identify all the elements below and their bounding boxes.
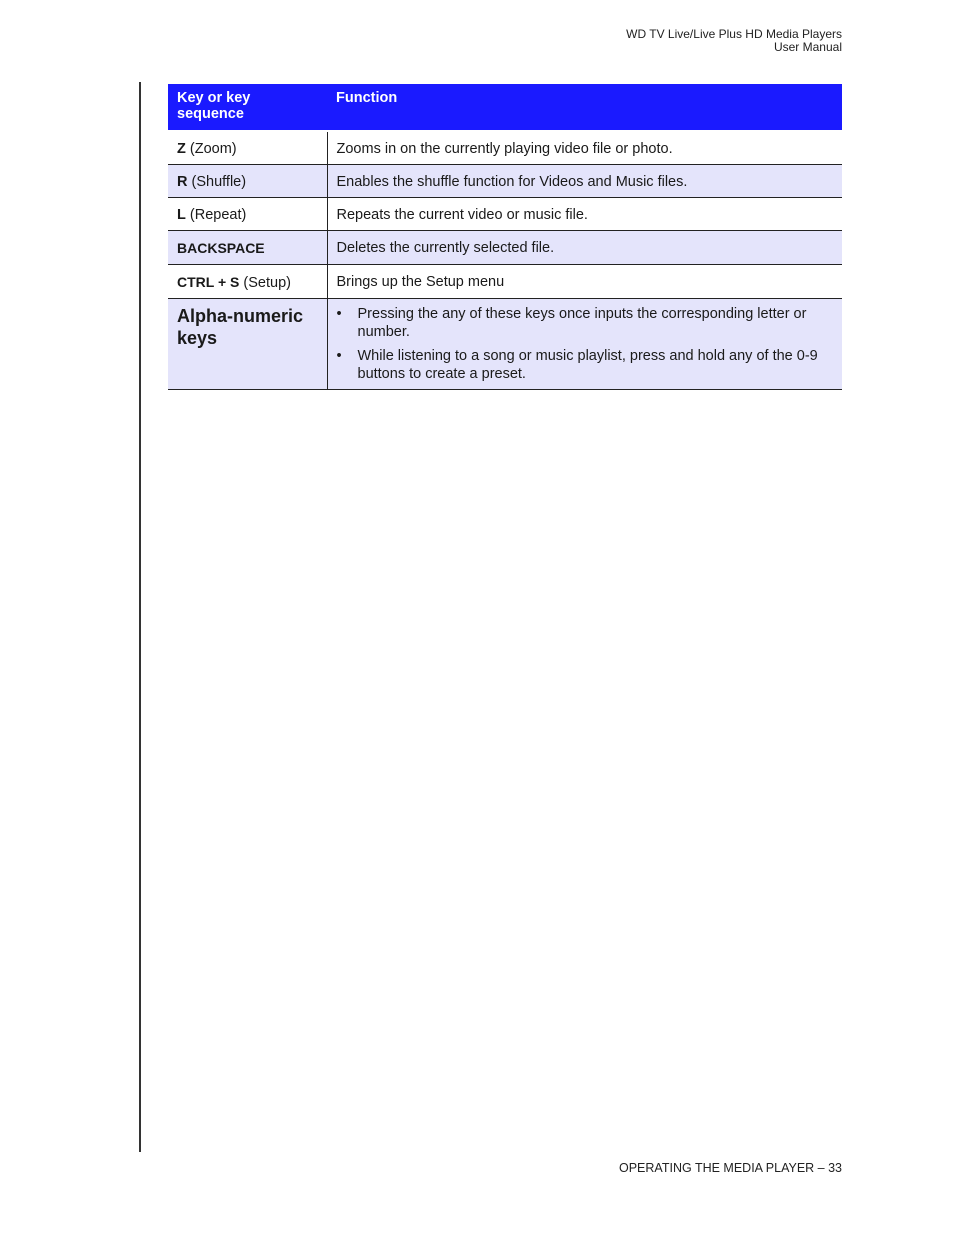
bullet-text: Pressing the any of these keys once inputs the corresponding letter or number. — [357, 306, 807, 340]
running-header — [626, 28, 842, 54]
page-footer — [619, 1161, 842, 1175]
key-name: BACKSPACE — [177, 240, 265, 256]
key-note: (Zoom) — [189, 141, 237, 157]
key-function-table — [168, 84, 842, 390]
function-bullet-list — [337, 305, 834, 383]
bullet-text: While listening to a song or music playlist, press and hold any of the 0-9 buttons to create a preset. — [357, 348, 818, 382]
key-cell — [168, 299, 327, 390]
key-cell — [168, 198, 327, 231]
key-cell — [168, 165, 327, 198]
function-cell: Repeats the current video or music file. — [327, 198, 842, 231]
key-name: L — [177, 207, 186, 223]
bullet-icon: • — [336, 348, 342, 364]
function-cell: Zooms in on the currently playing video file or photo. — [327, 131, 842, 165]
header-doc-type: User Manual — [773, 40, 842, 54]
list-item — [337, 347, 834, 383]
key-cell — [168, 131, 327, 165]
key-name: R — [177, 174, 188, 190]
key-note: (Shuffle) — [191, 174, 247, 190]
table-header-row — [168, 84, 842, 131]
margin-rule — [139, 82, 141, 1152]
key-name: CTRL + S — [177, 274, 240, 290]
table-row — [168, 198, 842, 231]
function-cell: Deletes the currently selected file. — [327, 231, 842, 265]
table-row — [168, 131, 842, 165]
function-cell: Enables the shuffle function for Videos and Music files. — [327, 165, 842, 198]
key-cell — [168, 231, 327, 265]
bullet-icon: • — [336, 306, 342, 322]
table-row — [168, 165, 842, 198]
table-row — [168, 265, 842, 299]
page-number: 33 — [828, 1161, 842, 1175]
header-product-title: WD TV Live/Live Plus HD Media Players — [626, 27, 842, 41]
key-note: (Setup) — [243, 275, 291, 291]
footer-section: OPERATING THE MEDIA PLAYER — [619, 1161, 815, 1175]
column-header-key: Key or key sequence — [168, 84, 327, 131]
list-item — [337, 305, 834, 341]
key-name: Alpha-numeric keys — [177, 306, 304, 348]
table-row — [168, 231, 842, 265]
column-header-function: Function — [327, 84, 842, 131]
key-note: (Repeat) — [189, 207, 247, 223]
key-name: Z — [177, 141, 186, 157]
footer-separator: – — [814, 1161, 829, 1175]
function-cell: Brings up the Setup menu — [327, 265, 842, 299]
function-cell — [327, 299, 842, 390]
key-cell — [168, 265, 327, 299]
table-row — [168, 299, 842, 390]
